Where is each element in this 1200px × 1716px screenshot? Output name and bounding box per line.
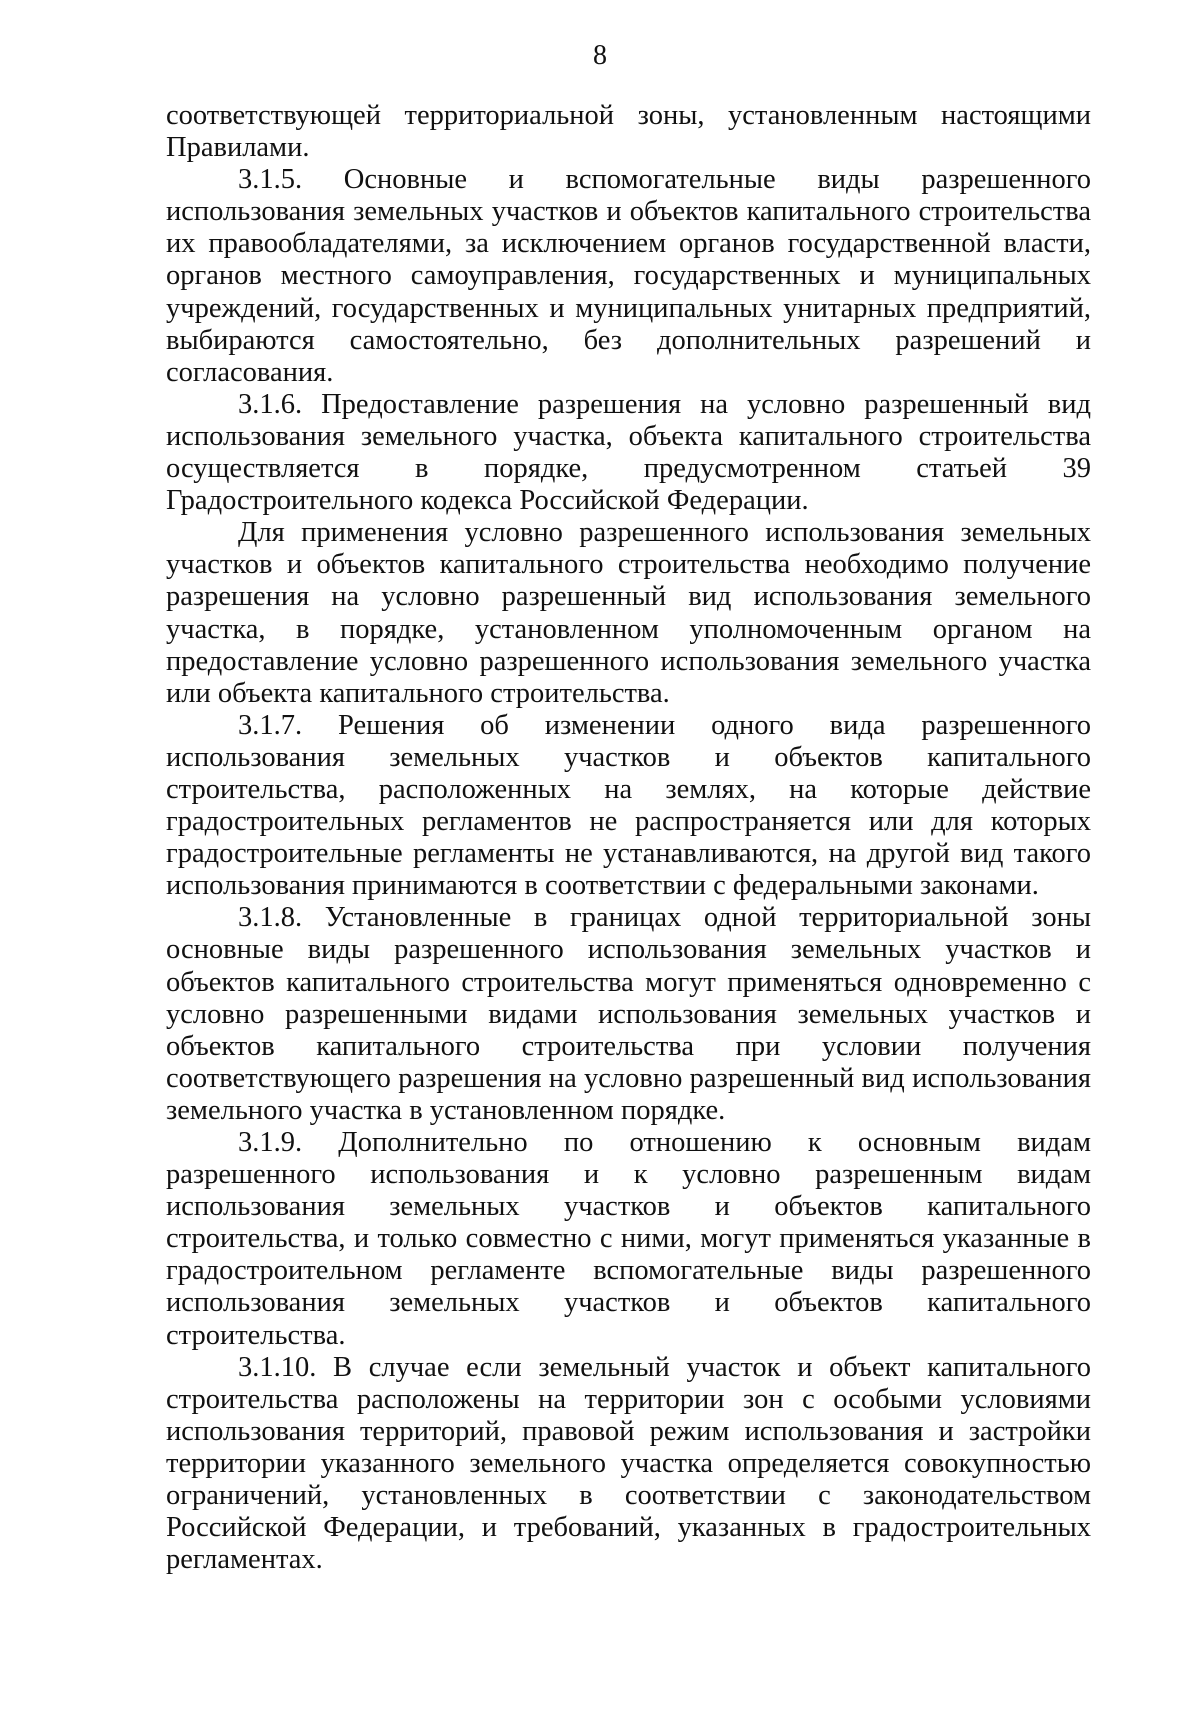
document-body (166, 100, 1091, 1576)
paragraph-3-1-5: 3.1.5. Основные и вспомогательные виды разрешенного использования земельных участков и объектов капитального строительства их правообладателями, за исключением органов государственной власти, органов местного самоуправления, государственных и муниципальных учреждений, государственных и муниципальных унитарных предприятий, выбираются самостоятельно, без дополнительных разрешений и согласования. (166, 164, 1091, 388)
paragraph-3-1-8: 3.1.8. Установленные в границах одной территориальной зоны основные виды разрешенного использования земельных участков и объектов капитального строительства могут применяться одновременно с условно разрешенными видами использования земельных участков и объектов капитального строительства при условии получения соответствующего разрешения на условно разрешенный вид использования земельного участка в установленном порядке. (166, 902, 1091, 1126)
paragraph-continuation: соответствующей территориальной зоны, установленным настоящими Правилами. (166, 100, 1091, 164)
paragraph-conditional-use: Для применения условно разрешенного использования земельных участков и объектов капитального строительства необходимо получение разрешения на условно разрешенный вид использования земельного участка, в порядке, установленном уполномоченным органом на предоставление условно разрешенного использования земельного участка или объекта капитального строительства. (166, 517, 1091, 709)
page-number: 8 (593, 40, 607, 71)
paragraph-3-1-7: 3.1.7. Решения об изменении одного вида разрешенного использования земельных участков и объектов капитального строительства, расположенных на землях, на которые действие градостроительных регламентов не распространяется или для которых градостроительные регламенты не устанавливаются, на другой вид такого использования принимаются в соответствии с федеральными законами. (166, 709, 1091, 902)
paragraph-3-1-9: 3.1.9. Дополнительно по отношению к основным видам разрешенного использования и к условно разрешенным видам использования земельных участков и объектов капитального строительства, и только совместно с ними, могут применяться указанные в градостроительном регламенте вспомогательные виды разрешенного использования земельных участков и объектов капитального строительства. (166, 1127, 1091, 1351)
paragraph-3-1-10: 3.1.10. В случае если земельный участок и объект капитального строительства расположены на территории зон с особыми условиями использования территорий, правовой режим использования и застройки территории указанного земельного участка определяется совокупностью ограничений, установленных в соответствии с законодательством Российской Федерации, и требований, указанных в градостроительных регламентах. (166, 1351, 1091, 1576)
paragraph-3-1-6: 3.1.6. Предоставление разрешения на условно разрешенный вид использования земельного участка, объекта капитального строительства осуществляется в порядке, предусмотренном статьей 39 Градостроительного кодекса Российской Федерации. (166, 388, 1091, 517)
